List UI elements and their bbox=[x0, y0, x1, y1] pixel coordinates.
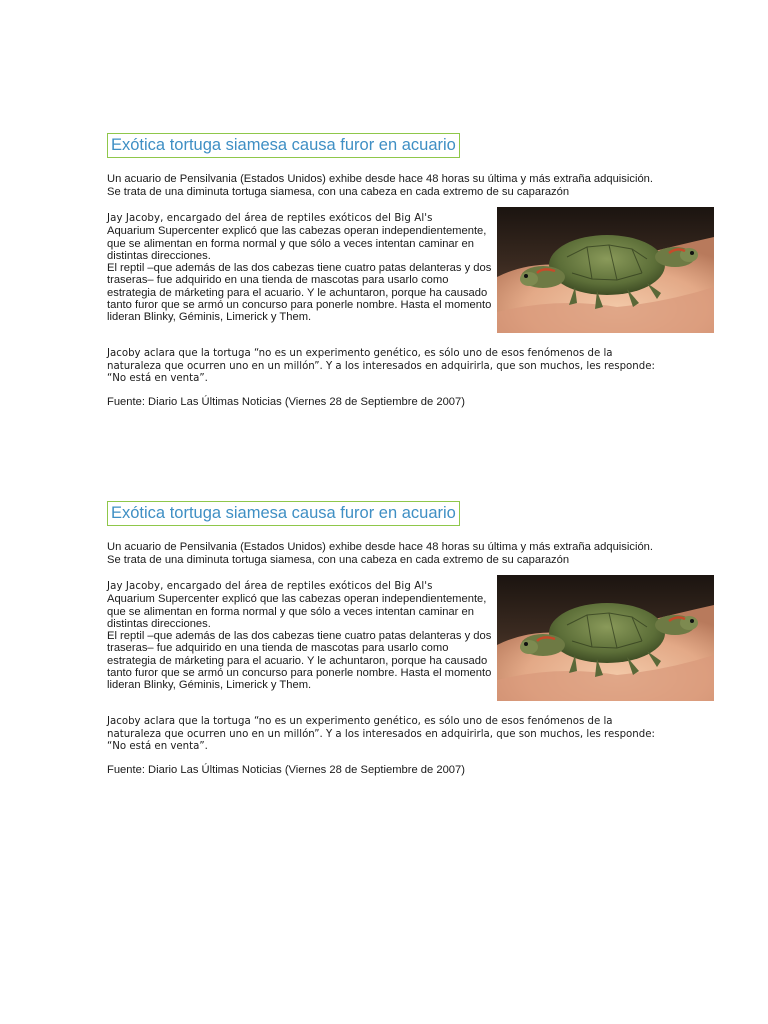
article-quote: Jacoby aclara que la tortuga “no es un experimento genético, es sólo uno de esos fenómenos de la naturaleza que ocurren uno en un millón”. Y a los interesados en adquirirla, que son muchos, les responde: “No está en venta”. bbox=[107, 716, 655, 753]
two-headed-turtle-photo bbox=[497, 207, 714, 333]
article-2 bbox=[107, 501, 717, 777]
article-headline: Exótica tortuga siamesa causa furor en acuario bbox=[107, 133, 460, 158]
article-lead: Un acuario de Pensilvania (Estados Unidos) exhibe desde hace 48 horas su última y más extraña adquisición. Se trata de una diminuta tortuga siamesa, con una cabeza en cada extremo de su caparazón bbox=[107, 173, 654, 198]
body-paragraph-1: Aquarium Supercenter explicó que las cabezas operan independientemente, que se alimentan en forma normal y que sólo a veces intentan caminar en distintas direcciones. bbox=[107, 593, 487, 630]
body-first-line: Jay Jacoby, encargado del área de reptiles exóticos del Big Al's bbox=[107, 581, 433, 592]
article-source: Fuente: Diario Las Últimas Noticias (Viernes 28 de Septiembre de 2007) bbox=[107, 763, 465, 776]
article-headline: Exótica tortuga siamesa causa furor en acuario bbox=[107, 501, 460, 526]
two-headed-turtle-photo bbox=[497, 575, 714, 701]
body-paragraph-2: El reptil –que además de las dos cabezas tiene cuatro patas delanteras y dos traseras– fue adquirido en una tienda de mascotas para usarlo como estrategia de márketing para el acuario. Y le achuntaron, porque ha causado tanto furor que se armó un concurso para ponerle nombre. Hasta el momento lideran Blinky, Géminis, Limerick y Them. bbox=[107, 630, 492, 692]
article-body-text bbox=[107, 212, 492, 324]
body-paragraph-2: El reptil –que además de las dos cabezas tiene cuatro patas delanteras y dos traseras– fue adquirido en una tienda de mascotas para usarlo como estrategia de márketing para el acuario. Y le achuntaron, porque ha causado tanto furor que se armó un concurso para ponerle nombre. Hasta el momento lideran Blinky, Géminis, Limerick y Them. bbox=[107, 262, 492, 324]
body-paragraph-1: Aquarium Supercenter explicó que las cabezas operan independientemente, que se alimentan en forma normal y que sólo a veces intentan caminar en distintas direcciones. bbox=[107, 225, 487, 262]
article-1 bbox=[107, 133, 717, 409]
article-body bbox=[107, 580, 717, 708]
article-body-text bbox=[107, 580, 492, 692]
article-quote: Jacoby aclara que la tortuga “no es un experimento genético, es sólo uno de esos fenómenos de la naturaleza que ocurren uno en un millón”. Y a los interesados en adquirirla, que son muchos, les responde: “No está en venta”. bbox=[107, 348, 655, 385]
article-source: Fuente: Diario Las Últimas Noticias (Viernes 28 de Septiembre de 2007) bbox=[107, 395, 465, 408]
article-lead: Un acuario de Pensilvania (Estados Unidos) exhibe desde hace 48 horas su última y más extraña adquisición. Se trata de una diminuta tortuga siamesa, con una cabeza en cada extremo de su caparazón bbox=[107, 541, 654, 566]
body-first-line: Jay Jacoby, encargado del área de reptiles exóticos del Big Al's bbox=[107, 213, 433, 224]
article-body bbox=[107, 212, 717, 340]
